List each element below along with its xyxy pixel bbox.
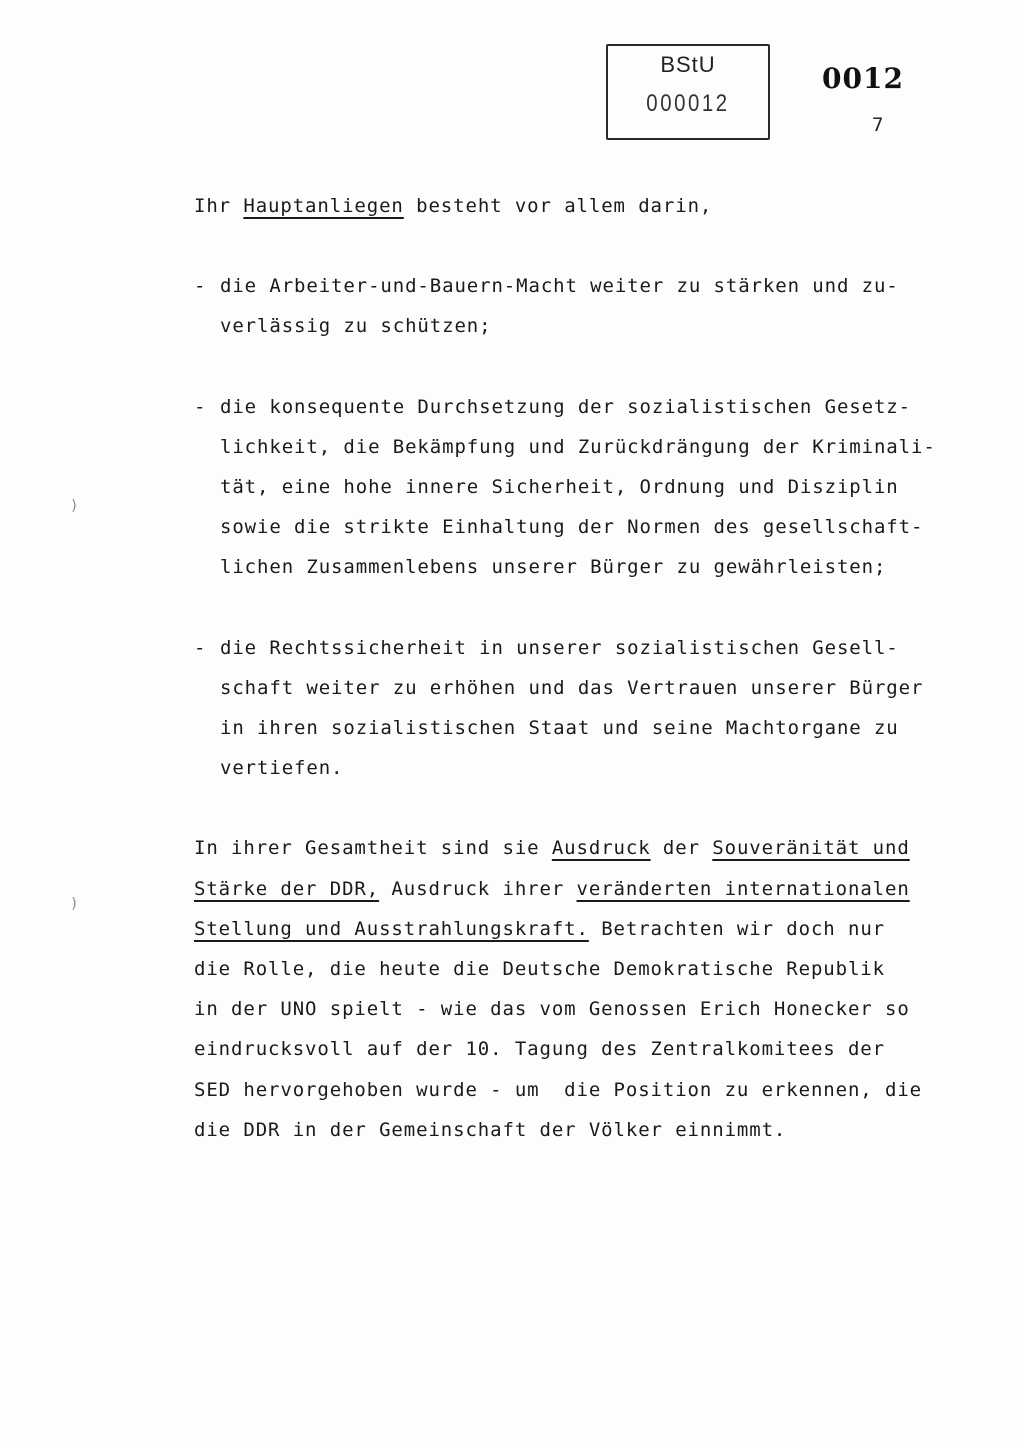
text-line: schaft weiter zu erhöhen und das Vertrauen unserer Bürger: [220, 676, 924, 699]
text-line: lichkeit, die Bekämpfung und Zurückdrängung der Kriminali-: [220, 435, 936, 458]
underlined-text: veränderten internationalen: [576, 877, 910, 900]
text-line: die konsequente Durchsetzung der sozialistischen Gesetz-: [220, 395, 911, 418]
page-number: 7: [872, 114, 884, 136]
text-span: In ihrer Gesamtheit sind sie: [194, 837, 552, 860]
underlined-text: Stellung und Ausstrahlungskraft.: [194, 917, 589, 940]
underlined-text: Ausdruck: [551, 837, 651, 860]
text-line: lichen Zusammenlebens unserer Bürger zu gewährleisten;: [220, 556, 887, 579]
bullet-dash: -: [194, 275, 207, 298]
closing-paragraph: [194, 828, 954, 1150]
text-line: eindrucksvoll auf der 10. Tagung des Zentralkomitees der: [194, 1038, 885, 1061]
text-span: Betrachten wir doch nur: [588, 917, 885, 940]
underlined-text: Souveränität und: [712, 837, 910, 860]
text-line: verlässig zu schützen;: [220, 315, 492, 338]
text-line: in ihren sozialistischen Staat und seine Machtorgane zu: [220, 717, 899, 740]
stamp-label: BStU: [660, 52, 716, 77]
text-line: [194, 869, 954, 909]
bullet-dash: -: [194, 395, 207, 418]
bullet-item: [194, 628, 954, 789]
bullet-item: [194, 266, 954, 346]
margin-mark-icon: ): [70, 896, 79, 912]
text-line: sowie die strikte Einhaltung der Normen des gesellschaft-: [220, 516, 924, 539]
text-line: die Arbeiter-und-Bauern-Macht weiter zu stärken und zu-: [220, 275, 899, 298]
archive-number: 0012: [822, 62, 904, 95]
margin-mark-icon: ): [70, 498, 79, 514]
document-body: [194, 186, 954, 1150]
text-span: der: [650, 837, 713, 860]
intro-text: besteht vor allem darin,: [403, 195, 713, 217]
stamp-number: 000012: [646, 90, 730, 117]
text-line: SED hervorgehoben wurde - um die Position zu erkennen, die: [194, 1078, 922, 1101]
text-line: in der UNO spielt - wie das vom Genossen Erich Honecker so: [194, 998, 910, 1021]
text-line: tät, eine hohe innere Sicherheit, Ordnung und Disziplin: [220, 476, 899, 499]
bullet-dash: -: [194, 636, 207, 659]
archive-stamp: [606, 44, 770, 140]
underlined-text: Stärke der DDR,: [194, 877, 380, 900]
text-line: die Rolle, die heute die Deutsche Demokratische Republik: [194, 958, 885, 981]
text-line: [194, 828, 954, 868]
intro-underlined: Hauptanliegen: [243, 195, 404, 217]
intro-text: Ihr: [194, 195, 244, 217]
text-line: die DDR in der Gemeinschaft der Völker einnimmt.: [194, 1118, 787, 1141]
bullet-item: [194, 387, 954, 588]
text-line: vertiefen.: [220, 757, 344, 780]
text-line: [194, 909, 954, 949]
text-line: die Rechtssicherheit in unserer sozialistischen Gesell-: [220, 636, 899, 659]
intro-paragraph: [194, 186, 954, 226]
text-span: Ausdruck ihrer: [379, 877, 577, 900]
